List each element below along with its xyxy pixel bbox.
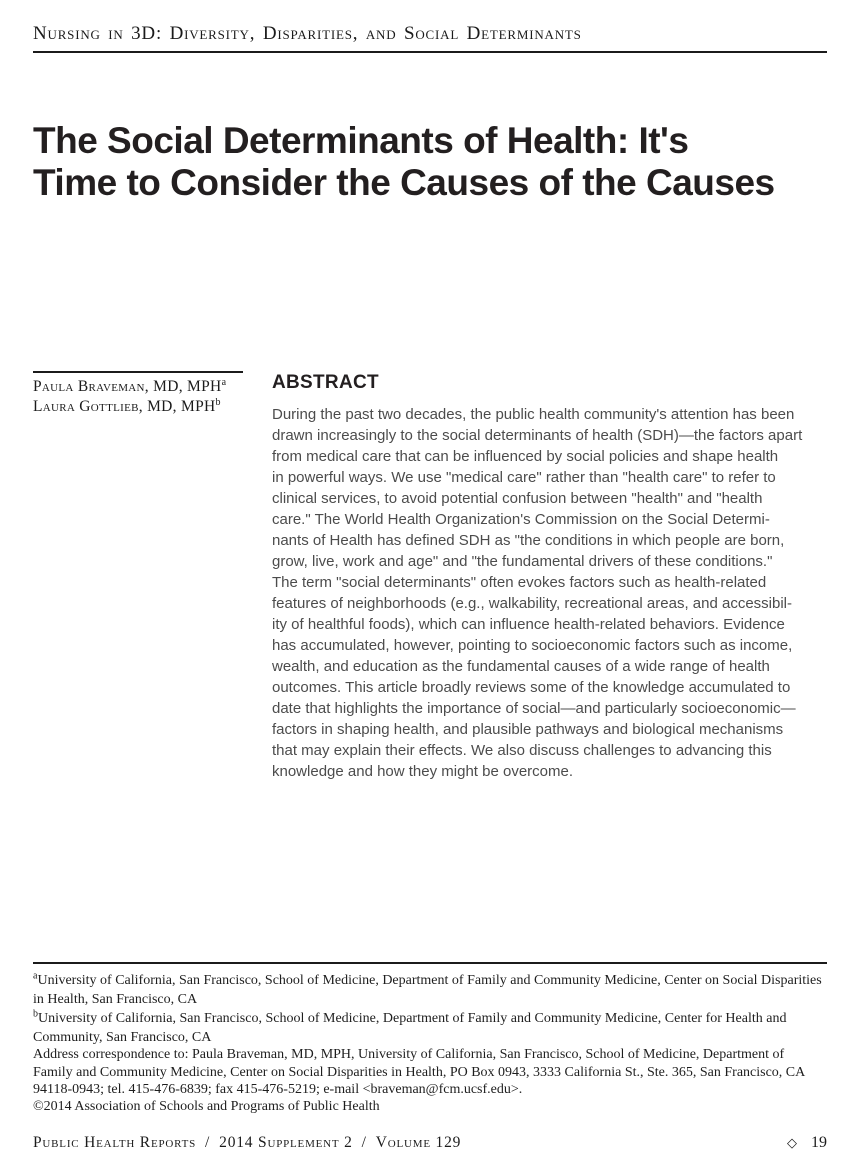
page-footer (33, 1134, 827, 1152)
footnote-marker-a: a (33, 970, 38, 982)
author-name-text: Laura Gottlieb, MD, MPH (33, 398, 216, 415)
footer-supplement: 2014 Supplement 2 (219, 1134, 353, 1151)
diamond-icon: ◇ (787, 1135, 797, 1150)
abstract-text-line: factors in shaping health, and plausible pathways and biological mechanisms (272, 721, 784, 738)
abstract-text-line: knowledge and how they might be overcome. (272, 763, 574, 780)
abstract-text-line: The term "social determinants" often evokes factors such as health-related (272, 574, 767, 591)
abstract-text-line: outcomes. This article broadly reviews some of the knowledge accumulated to (272, 679, 791, 696)
author-affiliation-marker: a (221, 376, 227, 388)
footer-right (787, 1134, 827, 1152)
abstract-text-line: has accumulated, however, pointing to socioeconomic factors such as income, (272, 637, 793, 654)
abstract-text-line: that may explain their effects. We also discuss challenges to advancing this (272, 742, 772, 759)
series-header: Nursing in 3D: Diversity, Disparities, and Social Determinants (33, 23, 582, 44)
abstract-text-line: wealth, and education as the fundamental causes of a wide range of health (272, 658, 770, 675)
page-number: 19 (811, 1134, 827, 1151)
author-name (33, 397, 226, 417)
abstract-text-line: nants of Health has defined SDH as "the conditions in which people are born, (272, 532, 785, 549)
abstract-body (272, 404, 802, 782)
copyright-line: ©2014 Association of Schools and Programs of Public Health (33, 1099, 380, 1114)
correspondence-note: Address correspondence to: Paula Braveman, MD, MPH, University of California, San Francisco, School of Medicine, Department of Family and Community Medicine, Center on Social Disparities in Health, PO Box 0943, 3333 California St., Ste. 365, San Francisco, CA 94118-0943; tel. 415-476-6839; fax 415-476-5219; e-mail <braveman@fcm.ucsf.edu>. (33, 1047, 805, 1097)
header-rule (33, 51, 827, 53)
abstract-text-line: During the past two decades, the public health community's attention has been (272, 406, 795, 423)
footnote-marker-b: b (33, 1008, 38, 1020)
abstract-text-line: care." The World Health Organization's Commission on the Social Determi- (272, 511, 770, 528)
affiliation-footnote-b (33, 1009, 827, 1047)
abstract-text-line: features of neighborhoods (e.g., walkability, recreational areas, and accessibil- (272, 595, 793, 612)
abstract-text-line: from medical care that can be influenced by social policies and shape health (272, 448, 779, 465)
footer-separator: / (205, 1134, 211, 1151)
abstract-text-line: date that highlights the importance of social—and particularly socioeconomic— (272, 700, 796, 717)
author-block (33, 377, 226, 417)
footnote-rule (33, 962, 827, 964)
footer-journal-name: Public Health Reports (33, 1134, 197, 1151)
footer-journal-line (33, 1134, 461, 1152)
author-affiliation-marker: b (215, 396, 221, 408)
affiliation-footnote-a (33, 971, 827, 1009)
abstract-text-line: drawn increasingly to the social determinants of health (SDH)—the factors apart (272, 427, 803, 444)
footer-separator: / (361, 1134, 367, 1151)
footer-volume: Volume 129 (375, 1134, 462, 1151)
abstract-heading: ABSTRACT (272, 372, 379, 393)
abstract-text-line: grow, live, work and age" and "the fundamental drivers of these conditions." (272, 553, 773, 570)
abstract-text-line: clinical services, to avoid potential confusion between "health" and "health (272, 490, 763, 507)
author-rule (33, 371, 243, 373)
article-title (33, 120, 775, 204)
abstract-text-line: ity of healthful foods), which can influence health-related behaviors. Evidence (272, 616, 785, 633)
article-title-line1: The Social Determinants of Health: It's (33, 120, 689, 161)
footnote-text-b: University of California, San Francisco, School of Medicine, Department of Family and Community Medicine, Center for Health and Community, San Francisco, CA (33, 1011, 787, 1045)
author-name-text: Paula Braveman, MD, MPH (33, 378, 222, 395)
abstract-text-line: in powerful ways. We use "medical care" rather than "health care" to refer to (272, 469, 776, 486)
author-name (33, 377, 226, 397)
footnote-text-a: University of California, San Francisco, School of Medicine, Department of Family and Community Medicine, Center on Social Disparities in Health, San Francisco, CA (33, 973, 822, 1007)
article-title-line2: Time to Consider the Causes of the Causes (33, 162, 775, 203)
